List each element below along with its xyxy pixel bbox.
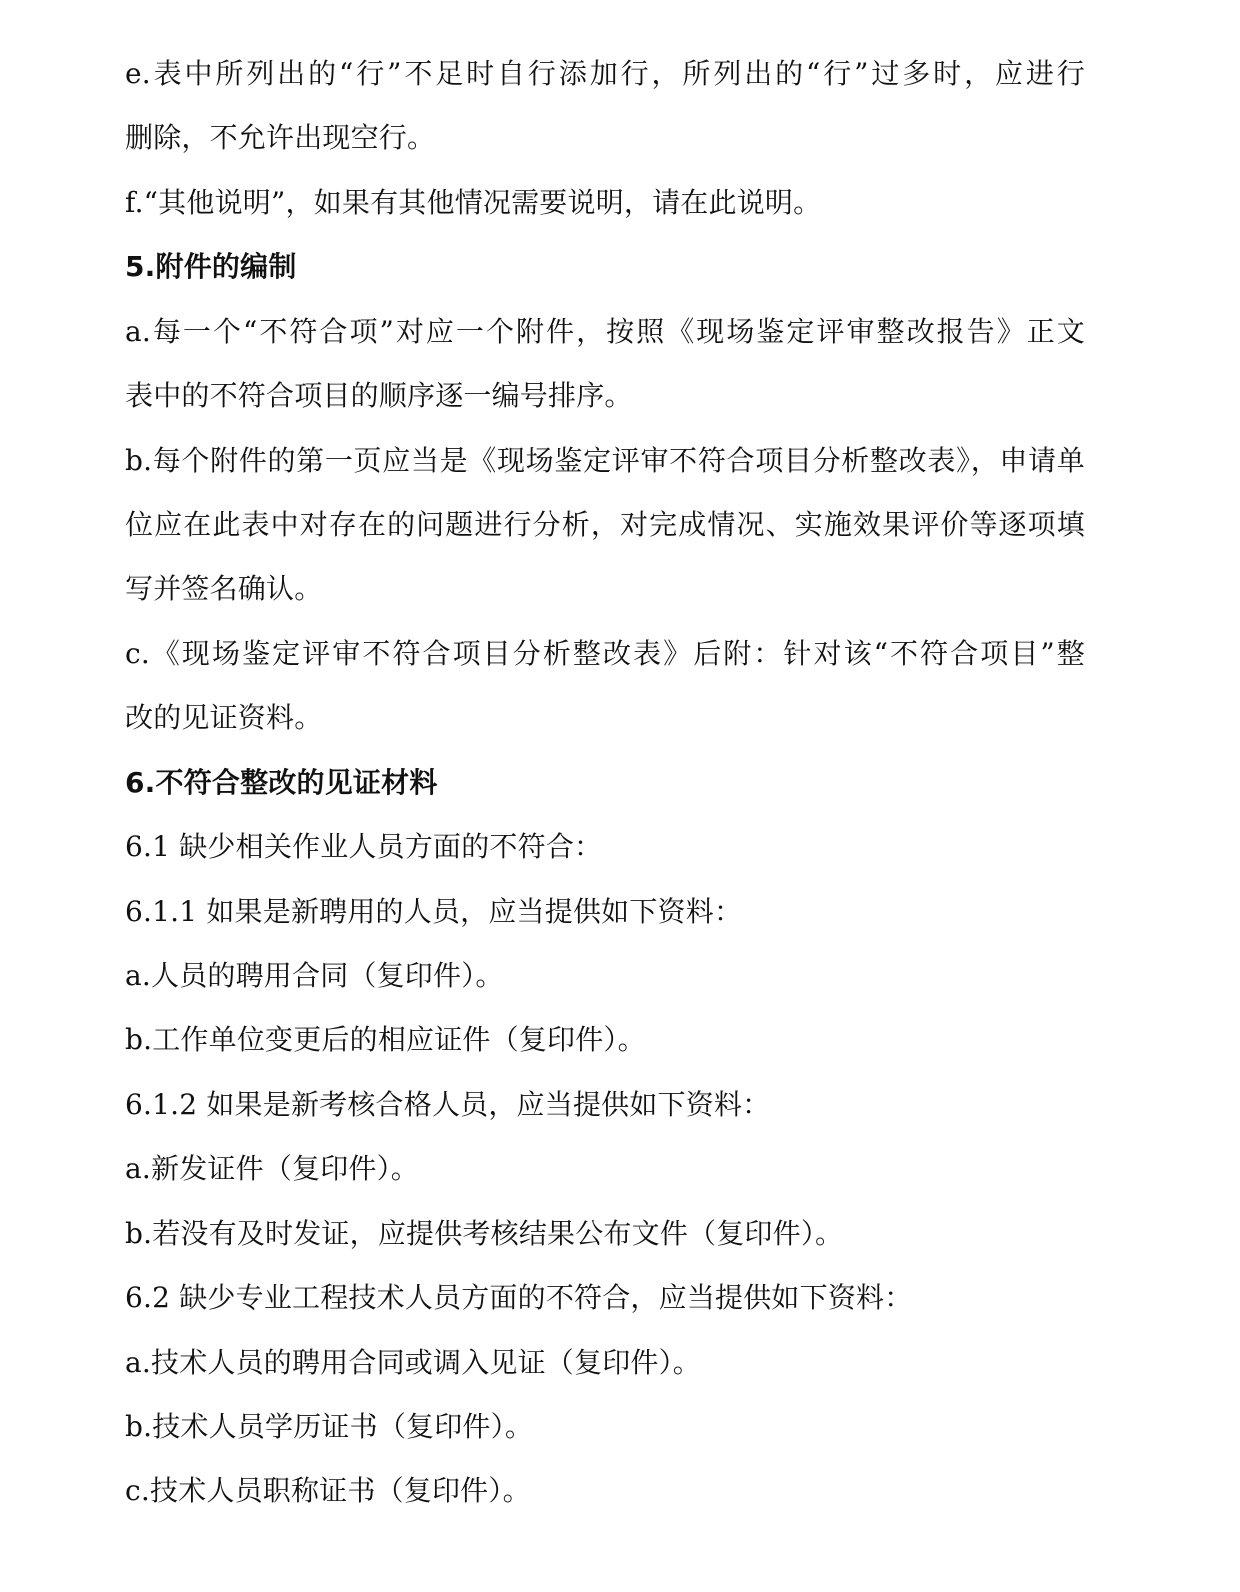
section-heading-5-attachments: 5.附件的编制 <box>125 250 297 283</box>
paragraph-line-6-2: 6.2 缺少专业工程技术人员方面的不符合，应当提供如下资料： <box>125 1281 913 1314</box>
paragraph-line-6-2-b: b.技术人员学历证书（复印件）。 <box>125 1410 534 1443</box>
paragraph-line-a-attachment-per-item: a.每一个“不符合项”对应一个附件，按照《现场鉴定评审整改报告》正文 <box>125 315 1085 348</box>
paragraph-line-6-1-1: 6.1.1 如果是新聘用的人员，应当提供如下资料： <box>125 895 743 928</box>
paragraph-line-6-1-2-b: b.若没有及时发证，应提供考核结果公布文件（复印件）。 <box>125 1217 844 1250</box>
paragraph-line-6-1-2: 6.1.2 如果是新考核合格人员，应当提供如下资料： <box>125 1088 771 1121</box>
paragraph-line-e-continued: 删除，不允许出现空行。 <box>125 121 436 154</box>
paragraph-line-6-1: 6.1 缺少相关作业人员方面的不符合： <box>125 830 603 863</box>
paragraph-line-6-1-2-a: a.新发证件（复印件）。 <box>125 1152 419 1185</box>
paragraph-line-6-2-c: c.技术人员职称证书（复印件）。 <box>125 1474 531 1507</box>
paragraph-line-b-first-page: b.每个附件的第一页应当是《现场鉴定评审不符合项目分析整改表》，申请单 <box>125 444 1085 477</box>
paragraph-line-6-1-1-a: a.人员的聘用合同（复印件）。 <box>125 959 504 992</box>
paragraph-line-b-continued-1: 位应在此表中对存在的问题进行分析，对完成情况、实施效果评价等逐项填 <box>125 508 1085 541</box>
section-heading-6-evidence: 6.不符合整改的见证材料 <box>125 766 438 799</box>
paragraph-line-6-1-1-b: b.工作单位变更后的相应证件（复印件）。 <box>125 1023 646 1056</box>
paragraph-line-f-other-notes: f.“其他说明”，如果有其他情况需要说明，请在此说明。 <box>125 186 822 219</box>
paragraph-line-c-appendix: c.《现场鉴定评审不符合项目分析整改表》后附：针对该“不符合项目”整 <box>125 637 1085 670</box>
paragraph-line-a-continued: 表中的不符合项目的顺序逐一编号排序。 <box>125 379 633 412</box>
paragraph-line-6-2-a: a.技术人员的聘用合同或调入见证（复印件）。 <box>125 1346 701 1379</box>
paragraph-line-b-continued-2: 写并签名确认。 <box>125 572 323 605</box>
paragraph-line-e-table-rows: e.表中所列出的“行”不足时自行添加行，所列出的“行”过多时，应进行 <box>125 57 1085 90</box>
paragraph-line-c-continued: 改的见证资料。 <box>125 701 323 734</box>
